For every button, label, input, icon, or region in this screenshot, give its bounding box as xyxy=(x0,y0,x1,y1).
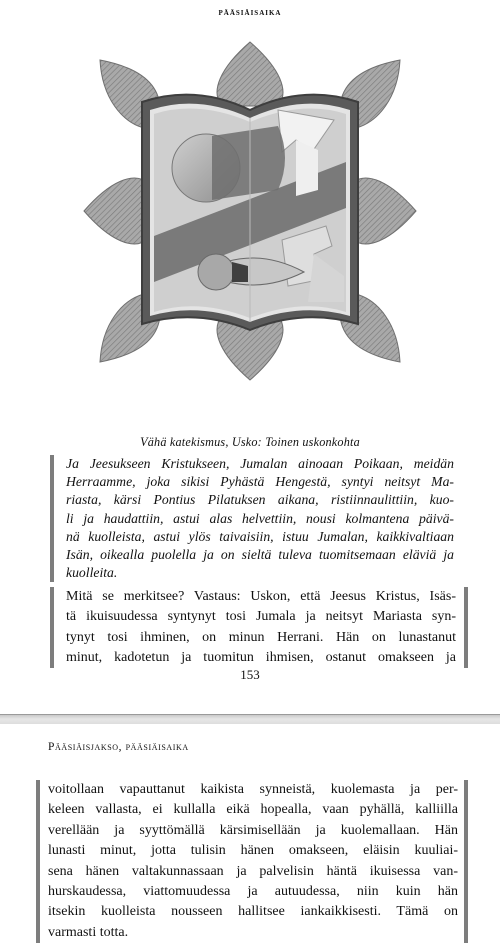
body-line: itsekin kuolleista nousseen hallitsee iankaikkisesti. Tämä on xyxy=(48,904,458,920)
section-caption: Vähä katekismus, Usko: Toinen uskonkohta xyxy=(140,435,360,449)
explanation-continued xyxy=(36,780,468,943)
page-154 xyxy=(0,724,500,950)
explanation-paragraph xyxy=(50,587,468,668)
body-line: minut, kadotetun ja tuomitun ihmisen, ostanut omakseen ja xyxy=(66,649,456,665)
quote-line: Herraamme, joka sikisi Pyhästä Hengestä, syntyi neitsyt Ma- xyxy=(66,474,454,490)
body-line: voitollaan vapauttanut kaikista synneistä, kuolemasta ja per- xyxy=(48,782,458,797)
running-head: Pääsiäisjakso, pääsiäisaika xyxy=(48,741,189,753)
quote-line: Isän, oikealla puolella ja on sieltä tuleva tuomitsemaan eläviä ja xyxy=(66,547,454,563)
page-number: 153 xyxy=(240,667,260,682)
body-line: Mitä se merkitsee? Vastaus: Uskon, että Jeesus Kristus, Isäs- xyxy=(66,589,456,604)
quote-line: li ja haudattiin, astui alas helvettiin, nousi kolmantena päivä- xyxy=(66,510,454,526)
book-emblem-illustration xyxy=(82,40,418,382)
body-line: tynyt tosi ihminen, on minun Herrani. Hän on lunastanut xyxy=(66,629,456,645)
quote-line: nä kuolleista, astui ylös taivaisiin, istuu Jumalan, kaikkivaltiaan xyxy=(66,528,454,544)
quote-line: Ja Jeesukseen Kristukseen, Jumalan ainoaan Poikaan, meidän xyxy=(66,456,454,471)
quote-line: kuolleita. xyxy=(66,565,118,581)
body-line: verellään ja syyttömällä kärsimisellään ja kuolemallaan. Hän xyxy=(48,822,458,838)
quote-line: riasta, kärsi Pontius Pilatuksen aikana, ristiinnaulittiin, kuo- xyxy=(66,492,454,508)
body-line: varmasti totta. xyxy=(48,924,129,940)
body-line: tä ikuisuudessa syntynyt tosi Jumala ja neitsyt Mariasta syn- xyxy=(66,609,456,625)
body-line: sena hänen valtakunnassaan ja palvelisin häntä ikuisessa van- xyxy=(48,863,458,879)
body-line: keleen vallasta, ei kullalla eikä hopealla, vaan pyhällä, kalliilla xyxy=(48,802,458,818)
creed-quote xyxy=(50,455,454,582)
running-head: pääsiäisaika xyxy=(218,7,282,18)
body-line: lunasti minut, jotta tulisin hänen omakseen, eläisin kuuliai- xyxy=(48,843,458,859)
body-line: hurskaudessa, viattomuudessa ja autuudessa, niin kuin hän xyxy=(48,884,458,900)
